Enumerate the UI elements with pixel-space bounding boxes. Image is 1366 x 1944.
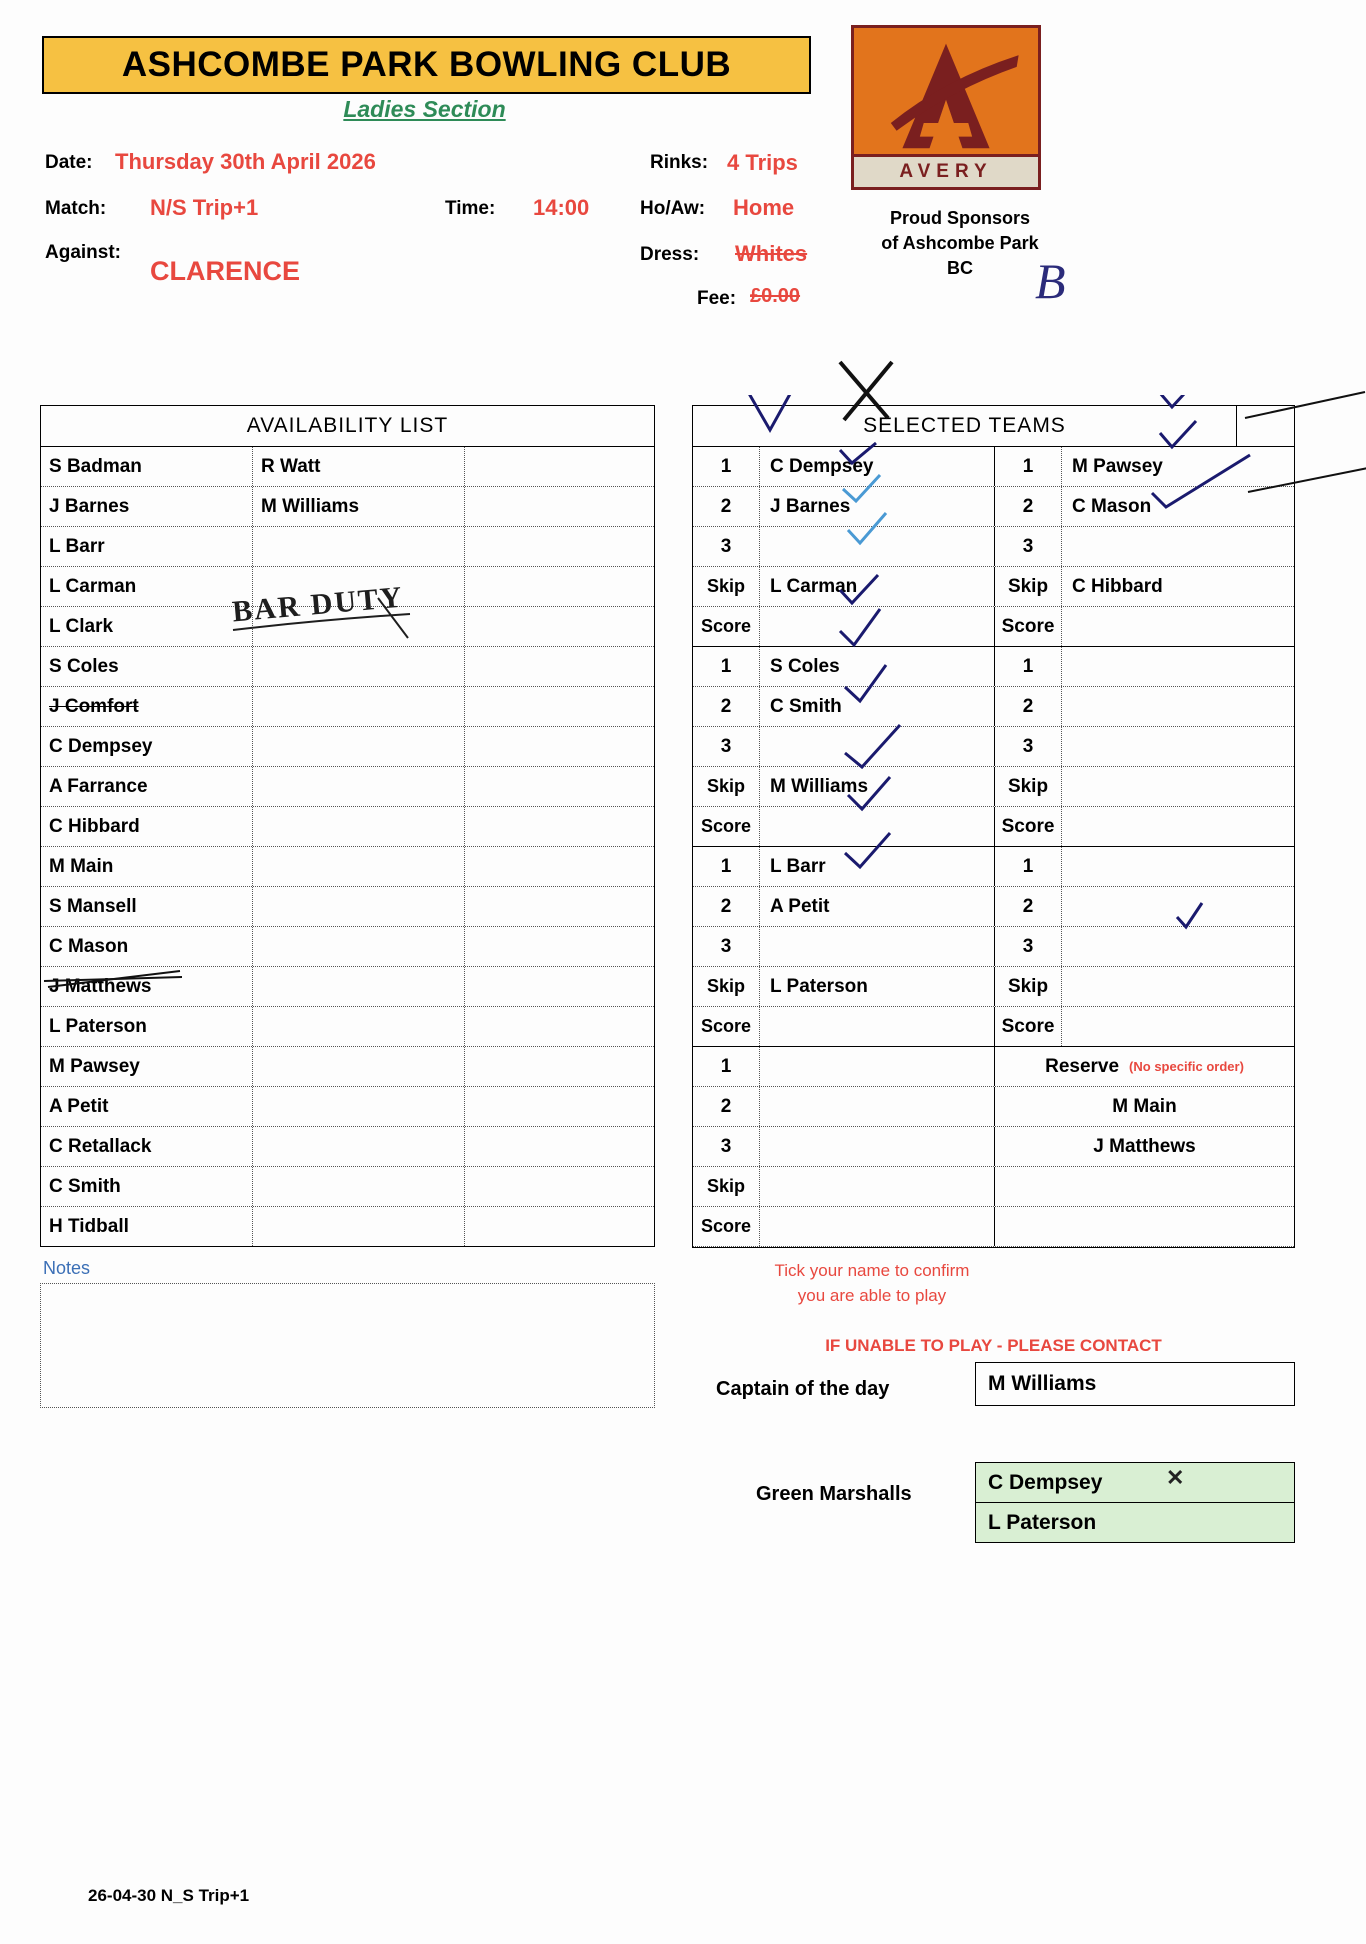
captain-label: Captain of the day xyxy=(716,1378,890,1400)
availability-name-col3 xyxy=(465,727,652,766)
team-b-position: 3 xyxy=(995,527,1062,566)
green-marshalls-label: Green Marshalls xyxy=(756,1483,912,1505)
team-a-player xyxy=(760,1007,995,1046)
reserve-left-blank xyxy=(760,1047,995,1086)
reserve-row[interactable] xyxy=(693,1087,1294,1127)
availability-name-col3 xyxy=(465,847,652,886)
notes-label: Notes xyxy=(43,1258,91,1278)
team-b-position: 2 xyxy=(995,687,1062,726)
reserve-header xyxy=(995,1047,1294,1086)
team-b-position: 1 xyxy=(995,847,1062,886)
team-b-player xyxy=(1062,687,1294,726)
selected-team-row[interactable] xyxy=(693,847,1294,887)
availability-row[interactable] xyxy=(41,847,654,887)
team-b-player xyxy=(1062,807,1294,846)
date-label: Date: xyxy=(45,152,93,173)
availability-name-col1: A Petit xyxy=(41,1087,253,1126)
green-marshall-name: C Dempsey xyxy=(988,1470,1103,1494)
footer-reference: 26-04-30 N_S Trip+1 xyxy=(88,1886,250,1905)
reserve-row[interactable] xyxy=(693,1167,1294,1207)
handwritten-cross-mark: ✕ xyxy=(1166,1465,1185,1490)
selected-teams-rows xyxy=(693,447,1294,1047)
avery-sponsor-logo xyxy=(851,25,1041,190)
against-value: CLARENCE xyxy=(150,256,301,286)
availability-row[interactable] xyxy=(41,687,654,727)
tick-message xyxy=(692,1258,1052,1308)
team-a-position: Skip xyxy=(693,567,760,606)
availability-name-col3 xyxy=(465,567,652,606)
team-a-position: Skip xyxy=(693,967,760,1006)
availability-table xyxy=(40,405,655,1247)
against-label: Against: xyxy=(45,242,121,263)
selected-team-row[interactable] xyxy=(693,767,1294,807)
availability-name-col2 xyxy=(253,767,465,806)
selected-teams-title: SELECTED TEAMS xyxy=(693,406,1237,446)
team-b-position: 1 xyxy=(995,647,1062,686)
availability-name-col3 xyxy=(465,647,652,686)
reserve-player xyxy=(995,1167,1294,1206)
availability-name-col3 xyxy=(465,607,652,646)
reserve-position: Score xyxy=(693,1207,760,1246)
reserve-position: 1 xyxy=(693,1047,760,1086)
availability-name-col2: M Williams xyxy=(253,487,465,526)
availability-row[interactable] xyxy=(41,1087,654,1127)
tick-message-line-1: Tick your name to confirm xyxy=(774,1261,970,1280)
team-a-player xyxy=(760,807,995,846)
availability-name-col1: C Smith xyxy=(41,1167,253,1206)
team-b-position: 3 xyxy=(995,727,1062,766)
team-a-position: 2 xyxy=(693,487,760,526)
availability-name-col2 xyxy=(253,967,465,1006)
team-b-position: 2 xyxy=(995,487,1062,526)
reserve-left-blank xyxy=(760,1127,995,1166)
selected-team-row[interactable] xyxy=(693,567,1294,607)
team-b-player xyxy=(1062,847,1294,886)
availability-name-col2 xyxy=(253,927,465,966)
team-b-position: Skip xyxy=(995,967,1062,1006)
match-label: Match: xyxy=(45,198,107,219)
selected-team-row[interactable] xyxy=(693,1007,1294,1047)
selected-team-row[interactable] xyxy=(693,967,1294,1007)
availability-name-col3 xyxy=(465,1127,652,1166)
handwritten-bar-duty: BAR DUTY xyxy=(230,580,405,629)
reserve-row[interactable] xyxy=(693,1127,1294,1167)
reserve-header-note: (No specific order) xyxy=(1129,1059,1244,1074)
reserve-left-blank xyxy=(760,1167,995,1206)
availability-name-col1: M Pawsey xyxy=(41,1047,253,1086)
team-a-position: Score xyxy=(693,807,760,846)
availability-row[interactable] xyxy=(41,1047,654,1087)
reserve-rows xyxy=(693,1047,1294,1247)
sponsor-text xyxy=(860,206,1060,281)
rinks-label: Rinks: xyxy=(650,152,709,173)
availability-title: AVAILABILITY LIST xyxy=(41,406,654,447)
team-a-position: 2 xyxy=(693,887,760,926)
availability-name-col3 xyxy=(465,1167,652,1206)
reserve-header-label: Reserve xyxy=(1045,1055,1120,1077)
team-a-player: C Dempsey xyxy=(760,447,995,486)
team-b-position: Skip xyxy=(995,767,1062,806)
time-value: 14:00 xyxy=(533,195,590,220)
availability-row[interactable] xyxy=(41,1167,654,1207)
team-b-player xyxy=(1062,767,1294,806)
availability-name-col1: L Clark xyxy=(41,607,253,646)
team-b-player: C Hibbard xyxy=(1072,575,1163,597)
team-a-player: J Barnes xyxy=(760,487,995,526)
captain-value[interactable]: M Williams xyxy=(975,1362,1295,1406)
availability-name-col2 xyxy=(253,887,465,926)
availability-row[interactable] xyxy=(41,1007,654,1047)
reserve-player xyxy=(995,1207,1294,1246)
team-b-player xyxy=(1062,1007,1294,1046)
team-b-position: 1 xyxy=(995,447,1062,486)
team-b-position: Score xyxy=(995,1007,1062,1046)
availability-name-col1: M Main xyxy=(41,847,253,886)
club-title: ASHCOMBE PARK BOWLING CLUB xyxy=(121,45,732,84)
green-marshall-name: L Paterson xyxy=(988,1510,1097,1534)
availability-name-col2 xyxy=(253,1207,465,1246)
team-a-position: 3 xyxy=(693,927,760,966)
team-a-position: 1 xyxy=(693,647,760,686)
availability-name-col1: J Barnes xyxy=(41,487,253,526)
availability-name-col1: C Mason xyxy=(41,927,253,966)
availability-row[interactable] xyxy=(41,887,654,927)
team-b-position: Score xyxy=(995,607,1062,646)
reserve-position: 3 xyxy=(693,1127,760,1166)
availability-row[interactable] xyxy=(41,487,654,527)
availability-name-col1: S Coles xyxy=(41,647,253,686)
availability-name-col3 xyxy=(465,1047,652,1086)
availability-row[interactable] xyxy=(41,1127,654,1167)
availability-row[interactable] xyxy=(41,967,654,1007)
availability-name-col3 xyxy=(465,527,652,566)
availability-name-col3 xyxy=(465,1087,652,1126)
selected-team-row[interactable] xyxy=(693,487,1294,527)
availability-row[interactable] xyxy=(41,767,654,807)
availability-name-col3 xyxy=(465,927,652,966)
team-b-player xyxy=(1062,727,1294,766)
match-value: N/S Trip+1 xyxy=(150,195,259,220)
club-title-banner xyxy=(42,36,811,94)
date-value: Thursday 30th April 2026 xyxy=(115,149,376,174)
availability-name-col3 xyxy=(465,887,652,926)
selected-team-row[interactable] xyxy=(693,647,1294,687)
team-b-position: 2 xyxy=(995,887,1062,926)
team-a-position: Skip xyxy=(693,767,760,806)
sponsor-line-3: BC xyxy=(947,258,973,278)
availability-name-col2 xyxy=(253,1047,465,1086)
tick-message-line-2: you are able to play xyxy=(797,1286,947,1305)
green-marshall-row[interactable] xyxy=(976,1463,1294,1503)
reserve-player: J Matthews xyxy=(1093,1135,1196,1157)
fee-label: Fee: xyxy=(697,288,737,309)
team-a-player xyxy=(760,927,995,966)
dress-label: Dress: xyxy=(640,244,700,265)
selected-team-row[interactable] xyxy=(693,927,1294,967)
team-a-player: L Carman xyxy=(760,567,995,606)
availability-name-col1: J Comfort xyxy=(41,687,253,726)
team-b-player: C Mason xyxy=(1072,495,1152,517)
homeaway-label: Ho/Aw: xyxy=(640,198,706,219)
handwritten-initial: B xyxy=(1035,253,1066,309)
green-marshall-row[interactable] xyxy=(976,1503,1294,1542)
team-a-player: L Barr xyxy=(760,847,995,886)
fee-value: £0.00 xyxy=(750,285,801,307)
reserve-left-blank xyxy=(760,1207,995,1246)
selected-team-row[interactable] xyxy=(693,607,1294,647)
team-b-position: 3 xyxy=(995,927,1062,966)
availability-name-col1: S Badman xyxy=(41,447,253,486)
green-marshalls-box xyxy=(975,1462,1295,1543)
availability-name-col3 xyxy=(465,447,652,486)
team-b-player xyxy=(1062,527,1294,566)
selected-team-row[interactable] xyxy=(693,447,1294,487)
section-subtitle: Ladies Section xyxy=(343,96,506,122)
availability-name-col2 xyxy=(253,1007,465,1046)
team-a-player: L Paterson xyxy=(760,967,995,1006)
availability-row[interactable] xyxy=(41,647,654,687)
availability-name-col1: C Hibbard xyxy=(41,807,253,846)
availability-rows xyxy=(41,447,654,1246)
availability-row[interactable] xyxy=(41,727,654,767)
availability-row[interactable] xyxy=(41,1207,654,1246)
reserve-left-blank xyxy=(760,1087,995,1126)
availability-name-col1: H Tidball xyxy=(41,1207,253,1246)
team-a-player: C Smith xyxy=(760,687,995,726)
availability-name-col3 xyxy=(465,487,652,526)
team-a-position: Score xyxy=(693,1007,760,1046)
team-b-player xyxy=(1062,967,1294,1006)
notes-box[interactable] xyxy=(40,1283,655,1408)
availability-name-col2: R Watt xyxy=(253,447,465,486)
availability-name-col1: C Dempsey xyxy=(41,727,253,766)
availability-name-col3 xyxy=(465,1207,652,1246)
selected-team-row[interactable] xyxy=(693,687,1294,727)
availability-name-col3 xyxy=(465,1007,652,1046)
selected-teams-header xyxy=(693,406,1294,447)
availability-name-col2 xyxy=(253,687,465,726)
availability-row[interactable] xyxy=(41,807,654,847)
availability-row[interactable] xyxy=(41,527,654,567)
availability-row[interactable] xyxy=(41,447,654,487)
availability-name-col2 xyxy=(253,647,465,686)
selected-team-row[interactable] xyxy=(693,527,1294,567)
team-a-player xyxy=(760,607,995,646)
dress-value: Whites xyxy=(735,241,808,266)
team-a-position: 1 xyxy=(693,847,760,886)
availability-name-col1: L Barr xyxy=(41,527,253,566)
team-a-player: M Williams xyxy=(760,767,995,806)
availability-name-col2 xyxy=(253,1087,465,1126)
availability-name-col3 xyxy=(465,687,652,726)
availability-name-col1: C Retallack xyxy=(41,1127,253,1166)
team-a-position: 3 xyxy=(693,727,760,766)
team-a-position: 2 xyxy=(693,687,760,726)
selected-team-row[interactable] xyxy=(693,807,1294,847)
availability-name-col1: S Mansell xyxy=(41,887,253,926)
sponsor-line-1: Proud Sponsors xyxy=(889,208,1030,228)
availability-name-col1: L Paterson xyxy=(41,1007,253,1046)
team-a-position: Score xyxy=(693,607,760,646)
unable-to-play-message: IF UNABLE TO PLAY - PLEASE CONTACT xyxy=(825,1336,1162,1355)
availability-name-col3 xyxy=(465,767,652,806)
avery-brand-text: AVERY xyxy=(854,154,1038,187)
reserve-position: 2 xyxy=(693,1087,760,1126)
team-b-player: M Pawsey xyxy=(1072,455,1163,477)
selected-team-row[interactable] xyxy=(693,887,1294,927)
team-a-position: 1 xyxy=(693,447,760,486)
availability-name-col2 xyxy=(253,727,465,766)
team-a-player xyxy=(760,727,995,766)
availability-name-col2 xyxy=(253,807,465,846)
availability-name-col3 xyxy=(465,967,652,1006)
team-b-position: Score xyxy=(995,807,1062,846)
time-label: Time: xyxy=(445,198,496,219)
availability-name-col2 xyxy=(253,1167,465,1206)
availability-name-col2 xyxy=(253,847,465,886)
availability-name-col3 xyxy=(465,807,652,846)
team-b-player xyxy=(1062,607,1294,646)
team-a-player: S Coles xyxy=(760,647,995,686)
avery-a-icon xyxy=(854,28,1038,160)
reserve-row[interactable] xyxy=(693,1047,1294,1087)
availability-name-col1: A Farrance xyxy=(41,767,253,806)
reserve-position: Skip xyxy=(693,1167,760,1206)
team-b-player xyxy=(1062,927,1294,966)
sponsor-line-2: of Ashcombe Park xyxy=(881,233,1039,253)
selected-team-row[interactable] xyxy=(693,727,1294,767)
team-a-player xyxy=(760,527,995,566)
availability-name-col1: L Carman xyxy=(41,567,253,606)
reserve-player: M Main xyxy=(1112,1095,1177,1117)
team-b-player xyxy=(1062,647,1294,686)
rinks-value: 4 Trips xyxy=(727,150,798,175)
selected-teams-table xyxy=(692,405,1295,1248)
team-a-player: A Petit xyxy=(760,887,995,926)
team-b-position: Skip xyxy=(995,567,1062,606)
team-a-position: 3 xyxy=(693,527,760,566)
homeaway-value: Home xyxy=(733,195,795,220)
availability-name-col1: J Matthews xyxy=(41,967,253,1006)
availability-name-col2 xyxy=(253,527,465,566)
availability-row[interactable] xyxy=(41,927,654,967)
reserve-row[interactable] xyxy=(693,1207,1294,1247)
availability-name-col2 xyxy=(253,1127,465,1166)
team-b-player xyxy=(1062,887,1294,926)
